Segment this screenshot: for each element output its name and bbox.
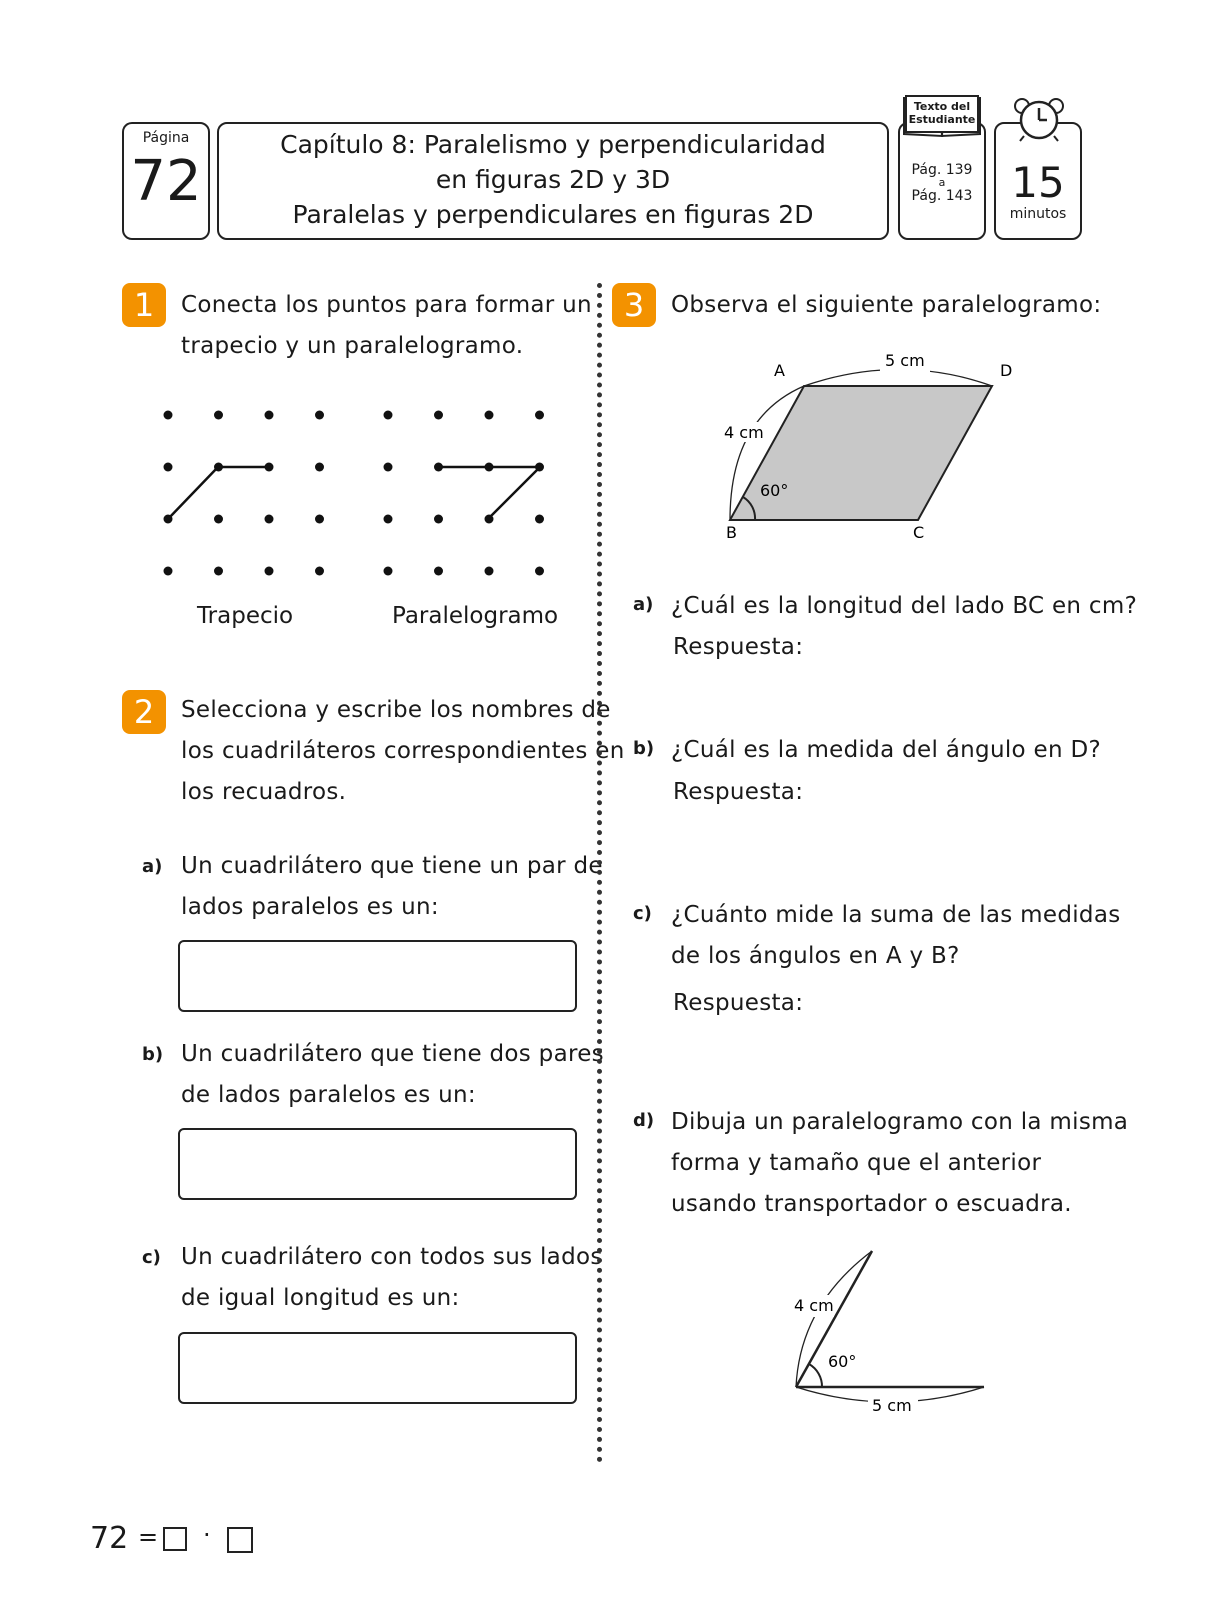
question-2-line2: los cuadriláteros correspondientes en: [181, 738, 625, 764]
q3c-line1: ¿Cuánto mide la suma de las medidas: [671, 902, 1121, 928]
page-number-box: [122, 122, 210, 240]
q2a-label: a): [142, 856, 163, 877]
grid-dot[interactable]: [535, 567, 544, 576]
question-1-text: [181, 285, 592, 367]
grid-dot[interactable]: [315, 411, 324, 420]
grid-dot[interactable]: [164, 411, 173, 420]
q2c-label: c): [142, 1247, 161, 1268]
q2b-label: b): [142, 1044, 164, 1065]
grid-dot[interactable]: [384, 515, 393, 524]
side-length-label: 4 cm: [724, 423, 764, 442]
question-3-badge: 3: [612, 283, 656, 327]
angle-label: 60°: [760, 481, 789, 500]
grid-dot[interactable]: [315, 463, 324, 472]
grid-dot[interactable]: [434, 567, 443, 576]
angle-label: 60°: [828, 1352, 857, 1371]
q2a-text: [181, 846, 603, 928]
chapter-title-line2: en figuras 2D y 3D: [435, 165, 671, 194]
q3a-label: a): [633, 594, 654, 615]
grid-dot[interactable]: [315, 567, 324, 576]
alarm-clock-icon: [1012, 96, 1066, 142]
footer-blank-box-1[interactable]: [163, 1527, 187, 1551]
dot-grid-paralelogramo: [384, 411, 545, 576]
question-2-line1: Selecciona y escribe los nombres de: [181, 697, 611, 723]
footer-dot: ·: [203, 1521, 211, 1549]
book-icon-label: Texto del Estudiante: [908, 100, 976, 126]
time-value: 15: [1011, 158, 1065, 207]
base-length-label: 5 cm: [872, 1396, 912, 1415]
vertex-b-label: B: [726, 523, 737, 542]
grid-dot[interactable]: [384, 463, 393, 472]
grid-dot[interactable]: [535, 515, 544, 524]
page-number: 72: [130, 149, 202, 214]
q3a-answer-label: Respuesta:: [673, 634, 804, 660]
grid-dot[interactable]: [214, 515, 223, 524]
q2c-line2: de igual longitud es un:: [181, 1285, 460, 1311]
q2c-answer-box[interactable]: [178, 1332, 577, 1404]
column-divider: [597, 283, 602, 1463]
ref-separator: a: [938, 176, 946, 189]
q2c-line1: Un cuadrilátero con todos sus lados: [181, 1244, 603, 1270]
q3d-line2: forma y tamaño que el anterior: [671, 1150, 1042, 1176]
grid-dot[interactable]: [434, 515, 443, 524]
q3b-label: b): [633, 738, 655, 759]
angle-arc: [809, 1364, 822, 1387]
grid-dot[interactable]: [384, 567, 393, 576]
grid-dot[interactable]: [214, 411, 223, 420]
q2a-line2: lados paralelos es un:: [181, 894, 439, 920]
footer-blank-box-2[interactable]: [227, 1527, 253, 1553]
q3c-answer-label: Respuesta:: [673, 990, 804, 1016]
question-3-text: Observa el siguiente paralelogramo:: [671, 292, 1102, 318]
side-length-label: 4 cm: [794, 1296, 834, 1315]
chapter-title-line1: Capítulo 8: Paralelismo y perpendicularidad: [280, 130, 826, 159]
q3a-text: ¿Cuál es la longitud del lado BC en cm?: [671, 593, 1138, 619]
grid-dot[interactable]: [485, 567, 494, 576]
grid-dot[interactable]: [265, 411, 274, 420]
grid-dot[interactable]: [315, 515, 324, 524]
q2b-line1: Un cuadrilátero que tiene dos pares: [181, 1041, 604, 1067]
question-2-badge: 2: [122, 690, 166, 734]
q3d-label: d): [633, 1110, 655, 1131]
question-2-line3: los recuadros.: [181, 779, 347, 805]
q3d-line1: Dibuja un paralelogramo con la misma: [671, 1109, 1129, 1135]
q3b-answer-label: Respuesta:: [673, 779, 804, 805]
ref-to: Pág. 143: [911, 188, 973, 204]
time-unit: minutos: [1009, 206, 1067, 222]
footer-equals: =: [138, 1523, 159, 1551]
grid-dot[interactable]: [434, 411, 443, 420]
chapter-title-box: [217, 122, 889, 240]
q2a-answer-box[interactable]: [178, 940, 577, 1012]
q2b-line2: de lados paralelos es un:: [181, 1082, 476, 1108]
parallelogram-figure: [700, 348, 1030, 558]
q3c-label: c): [633, 903, 652, 924]
footer-page-number: 72: [90, 1521, 129, 1556]
grid-dot[interactable]: [384, 411, 393, 420]
grid-dot[interactable]: [535, 411, 544, 420]
q2b-text: [181, 1034, 604, 1116]
chapter-title-line3: Paralelas y perpendiculares en figuras 2D: [292, 200, 814, 229]
grid-dot[interactable]: [214, 567, 223, 576]
vertex-a-label: A: [774, 361, 785, 380]
q2a-line1: Un cuadrilátero que tiene un par de: [181, 853, 603, 879]
q3d-line3: usando transportador o escuadra.: [671, 1191, 1072, 1217]
question-2-text: [181, 690, 625, 813]
q2c-text: [181, 1237, 603, 1319]
caption-paralelogramo: Paralelogramo: [392, 603, 559, 629]
grid-dot[interactable]: [485, 411, 494, 420]
caption-trapecio: Trapecio: [197, 603, 294, 629]
q2b-answer-box[interactable]: [178, 1128, 577, 1200]
vertex-d-label: D: [1000, 361, 1013, 380]
question-1-line2: trapecio y un paralelogramo.: [181, 333, 524, 359]
page-label: Página: [142, 130, 190, 146]
question-1-badge: 1: [122, 283, 166, 327]
paralelogramo-partial-lines: [438, 467, 540, 519]
question-1-line1: Conecta los puntos para formar un: [181, 292, 592, 318]
ref-from: Pág. 139: [911, 162, 973, 178]
grid-dot[interactable]: [265, 515, 274, 524]
grid-dot[interactable]: [164, 463, 173, 472]
grid-dot[interactable]: [265, 567, 274, 576]
vertex-c-label: C: [913, 523, 925, 542]
q3b-text: ¿Cuál es la medida del ángulo en D?: [671, 737, 1101, 763]
dot-grids[interactable]: [150, 395, 570, 585]
q3c-line2: de los ángulos en A y B?: [671, 943, 960, 969]
trapecio-partial-lines: [168, 467, 268, 519]
dot-grid-trapecio: [164, 411, 325, 576]
q3d-text: [671, 1102, 1128, 1225]
top-length-label: 5 cm: [885, 351, 925, 370]
grid-dot[interactable]: [164, 567, 173, 576]
drawing-start-figure[interactable]: [780, 1245, 1000, 1425]
q3c-text: [671, 895, 1121, 977]
